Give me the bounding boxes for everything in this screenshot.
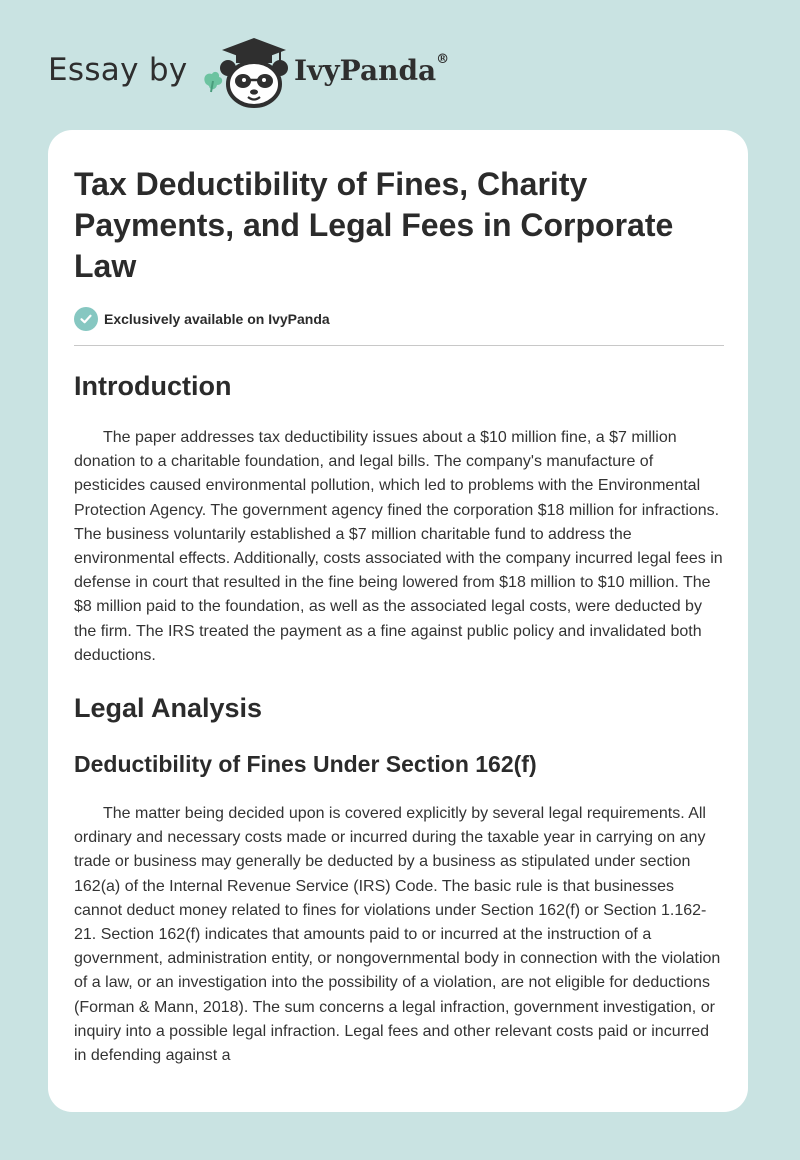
exclusive-badge bbox=[74, 306, 330, 332]
exclusive-label: Exclusively available on IvyPanda bbox=[104, 311, 330, 327]
article-card bbox=[48, 130, 748, 1112]
fines-subheading: Deductibility of Fines Under Section 162(f) bbox=[74, 751, 537, 778]
introduction-heading: Introduction bbox=[74, 371, 232, 401]
essay-by-label: Essay by bbox=[48, 52, 188, 88]
brand-name-text: IvyPanda bbox=[294, 54, 437, 87]
registered-mark: ® bbox=[436, 52, 450, 67]
panda-graduate-logo-icon[interactable] bbox=[200, 34, 290, 110]
title-divider bbox=[74, 345, 724, 346]
article-title: Tax Deductibility of Fines, Charity Payments, and Legal Fees in Corporate Law bbox=[74, 166, 674, 284]
article-body bbox=[74, 364, 724, 1068]
brand-name[interactable] bbox=[294, 54, 449, 87]
introduction-paragraph: The paper addresses tax deductibility issues about a $10 million fine, a $7 million donation to a charitable foundation, and legal bills. The company's manufacture of pesticides caused environmental pollution, which led to problems with the Environmental Protection Agency. The government agency fined the corporation $18 million for infractions. The business voluntarily established a $7 million charitable fund to address the environmental effects. Additionally, costs associated with the company incurred legal fees in defense in court that resulted in the fine being lowered from $18 million to $10 million. The $8 million paid to the foundation, as well as the associated legal costs, were deducted by the firm. The IRS treated the payment as a fine against public policy and invalidated both deductions. bbox=[74, 429, 723, 664]
site-header bbox=[48, 30, 508, 110]
check-circle-icon bbox=[74, 307, 98, 331]
fines-paragraph: The matter being decided upon is covered explicitly by several legal requirements. All ordinary and necessary costs made or incurred during the taxable year in carrying on any trade or business may generally be deducted by a business as stipulated under section 162(a) of the Internal Revenue Service (IRS) Code. The basic rule is that businesses cannot deduct money related to fines for violations under Section 162(f) or Section 1.162-21. Section 162(f) indicates that amounts paid to or incurred at the instruction of a government, administration entity, or nongovernmental body in connection with the violation of a law, or an investigation into the possibility of a violation, are not eligible for deductions (Forman & Mann, 2018). The sum concerns a legal infraction, government investigation, or inquiry into a possible legal infraction. Legal fees and other relevant costs paid or incurred in defending against a bbox=[74, 805, 721, 1065]
legal-analysis-heading: Legal Analysis bbox=[74, 693, 263, 724]
